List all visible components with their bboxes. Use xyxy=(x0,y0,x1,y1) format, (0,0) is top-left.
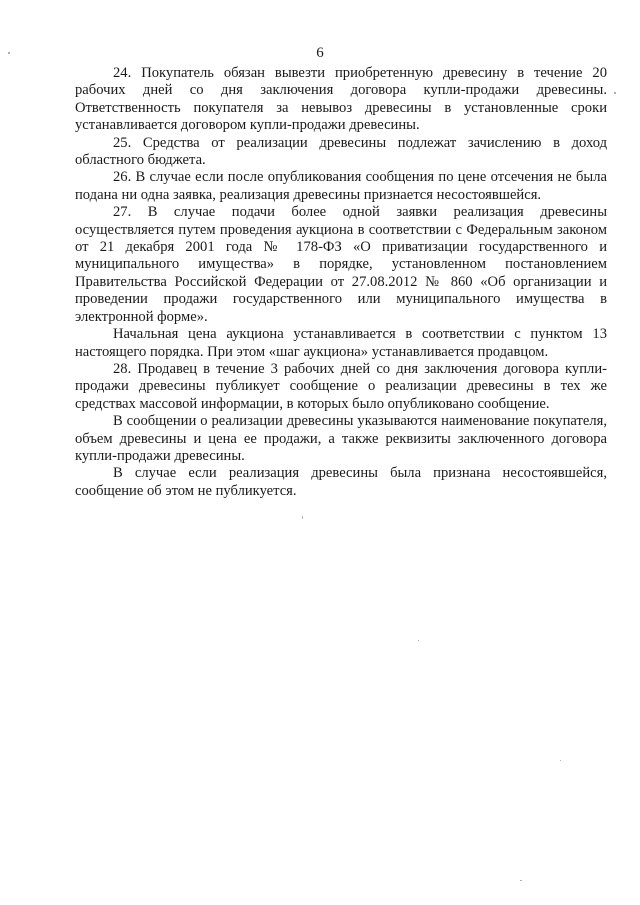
scan-speck xyxy=(520,880,522,881)
paragraph-26: 26. В случае если после опубликования сообщения по цене отсечения не была подана ни одна заявка, реализация древесины признается несостоявшейся. xyxy=(75,169,607,203)
paragraph-announcement-contents: В сообщении о реализации древесины указываются наименование покупателя, объем древесины и цена ее продажи, а также реквизиты заключенного договора купли-продажи древесины. xyxy=(75,413,607,464)
paragraph-starting-price: Начальная цена аукциона устанавливается в соответствии с пунктом 13 настоящего порядка. При этом «шаг аукциона» устанавливается продавцом. xyxy=(75,326,607,360)
page-number: 6 xyxy=(316,45,324,61)
paragraph-28: 28. Продавец в течение 3 рабочих дней со дня заключения договора купли-продажи древесины публикует сообщение о реализации древесины в тех же средствах массовой информации, в которых было опубликовано сообщение. xyxy=(75,360,607,412)
scan-speck xyxy=(418,640,419,641)
scan-speck xyxy=(614,92,616,94)
scan-speck xyxy=(302,516,303,519)
scan-speck xyxy=(560,760,561,761)
paragraph-24: 24. Покупатель обязан вывезти приобретенную древесину в течение 20 рабочих дней со дня заключения договора купли-продажи древесины. Ответственность покупателя за невывоз древесины в установленные сроки устанавливается договором купли-продажи древесины. xyxy=(75,65,607,134)
document-body xyxy=(75,65,607,500)
paragraph-failed-sale: В случае если реализация древесины была признана несостоявшейся, сообщение об этом не публикуется. xyxy=(75,465,607,499)
paragraph-27: 27. В случае подачи более одной заявки реализация древесины осуществляется путем проведения аукциона в соответствии с Федеральным законом от 21 декабря 2001 года № 178-ФЗ «О приватизации государственного и муниципального имущества» в порядке, установленном постановлением Правительства Российской Федерации от 27.08.2012 № 860 «Об организации и проведении продажи государственного или муниципального имущества в электронной форме». xyxy=(75,204,607,325)
scan-speck xyxy=(8,52,10,54)
paragraph-25: 25. Средства от реализации древесины подлежат зачислению в доход областного бюджета. xyxy=(75,134,607,169)
